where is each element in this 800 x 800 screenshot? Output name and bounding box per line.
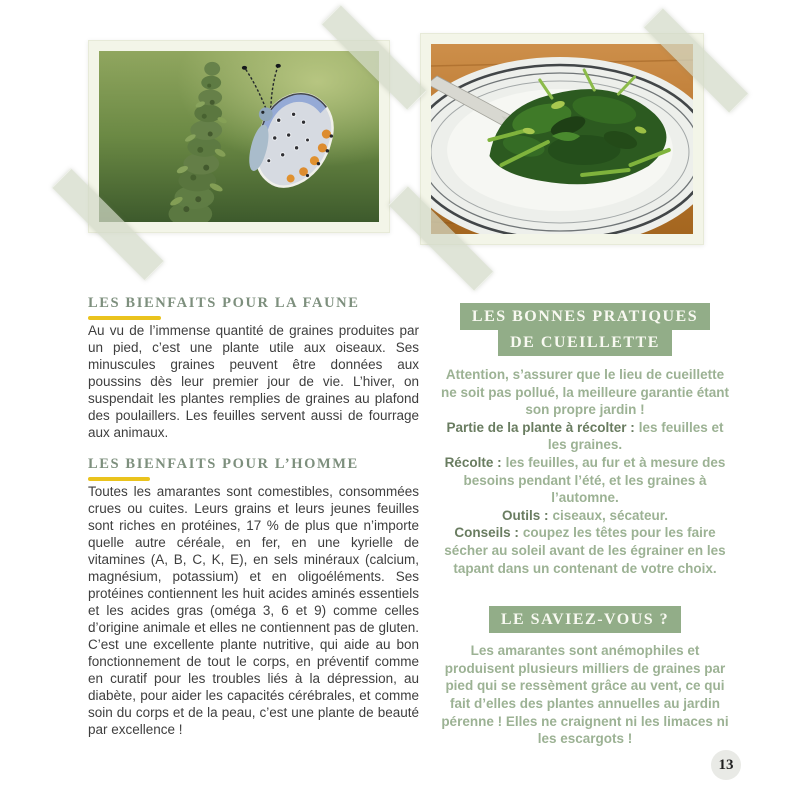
page-number bbox=[711, 750, 741, 780]
greens-plate-illustration bbox=[431, 44, 693, 234]
practice-item-label: Récolte : bbox=[444, 454, 502, 470]
photo-cooked-greens bbox=[420, 33, 704, 245]
did-you-know-badge bbox=[437, 606, 733, 633]
practice-item bbox=[437, 524, 733, 577]
yellow-underline bbox=[88, 477, 150, 481]
paragraph-homme: Toutes les amarantes sont comestibles, consommées crues ou cuites. Leurs grains et leurs jeunes feuilles sont riches en protéines, 17 % de plus que n’importe quelle autre céréale, en fer, en une kyrielle de vitamines (A, B, C, K, E), en sels minéraux (calcium, magnésium, potassium) et en oligoéléments. Ses protéines contiennent les huit acides aminés essentiels et les acides gras (oméga 3, 6 et 9) comme celles d’origine animale et elles ne contiennent pas de gluten. C’est une excellente plante nutritive, qui aide au bon fonctionnement de tout le corps, en préventif comme en curatif pour les troubles liés à la dépression, au diabète, pour aider les capacités cérébrales, et comme soin du corps et de la peau, c’est une plante de beauté par excellence ! bbox=[88, 484, 419, 737]
practices-badge bbox=[437, 303, 733, 356]
section-heading-homme: LES BIENFAITS POUR L’HOMME bbox=[88, 456, 359, 472]
practice-item-label: Outils : bbox=[501, 507, 549, 523]
practice-item-text: coupez les têtes pour les faire sécher au soleil avant de les égrainer en les tapant dans un contenant de votre choix. bbox=[444, 525, 726, 576]
butterfly-illustration bbox=[99, 51, 379, 222]
paragraph-fauna: Au vu de l’immense quantité de graines produites par un pied, c’est une plante utile aux oiseaux. Ses minuscules graines peuvent être données aux poussins dès leur premier jour de vie. L’hiver, on suspendait les plantes remplies de graines au plafond des poulaillers. Les feuilles servent aussi de fourrage aux animaux. bbox=[88, 323, 419, 440]
did-you-know-text: Les amarantes sont anémophiles et produisent plusieurs milliers de graines par pied qui se ressèment grâce au vent, ce qui fait d’elles des plantes annuelles au jardin pérenne ! Elles ne craignent ni les limaces ni les escargots ! bbox=[441, 643, 729, 747]
practice-item bbox=[437, 507, 733, 525]
did-you-know-badge-label: LE SAVIEZ-VOUS ? bbox=[489, 606, 681, 633]
practice-item-label: Conseils : bbox=[454, 525, 519, 541]
practice-item-text: ciseaux, sécateur. bbox=[552, 507, 669, 523]
page-number-value: 13 bbox=[718, 756, 734, 773]
practice-item bbox=[437, 454, 733, 507]
practices-badge-line2: DE CUEILLETTE bbox=[498, 329, 672, 356]
practice-item-text: les feuilles et les graines. bbox=[547, 419, 724, 453]
yellow-underline bbox=[88, 316, 161, 320]
practice-item-label: Partie de la plante à récolter : bbox=[446, 419, 635, 435]
photo-butterfly bbox=[88, 40, 390, 233]
practice-item bbox=[437, 419, 733, 454]
green-sidebar-column bbox=[437, 303, 733, 748]
practice-item-text: les feuilles, au fur et à mesure des besoins pendant l’été, et les graines à l’automne. bbox=[463, 454, 726, 506]
practices-badge-line1: LES BONNES PRATIQUES bbox=[460, 303, 710, 330]
section-heading-fauna: LES BIENFAITS POUR LA FAUNE bbox=[88, 295, 360, 311]
practices-intro: Attention, s’assurer que le lieu de cueillette ne soit pas pollué, la meilleure garantie étant son propre jardin ! bbox=[440, 367, 730, 418]
